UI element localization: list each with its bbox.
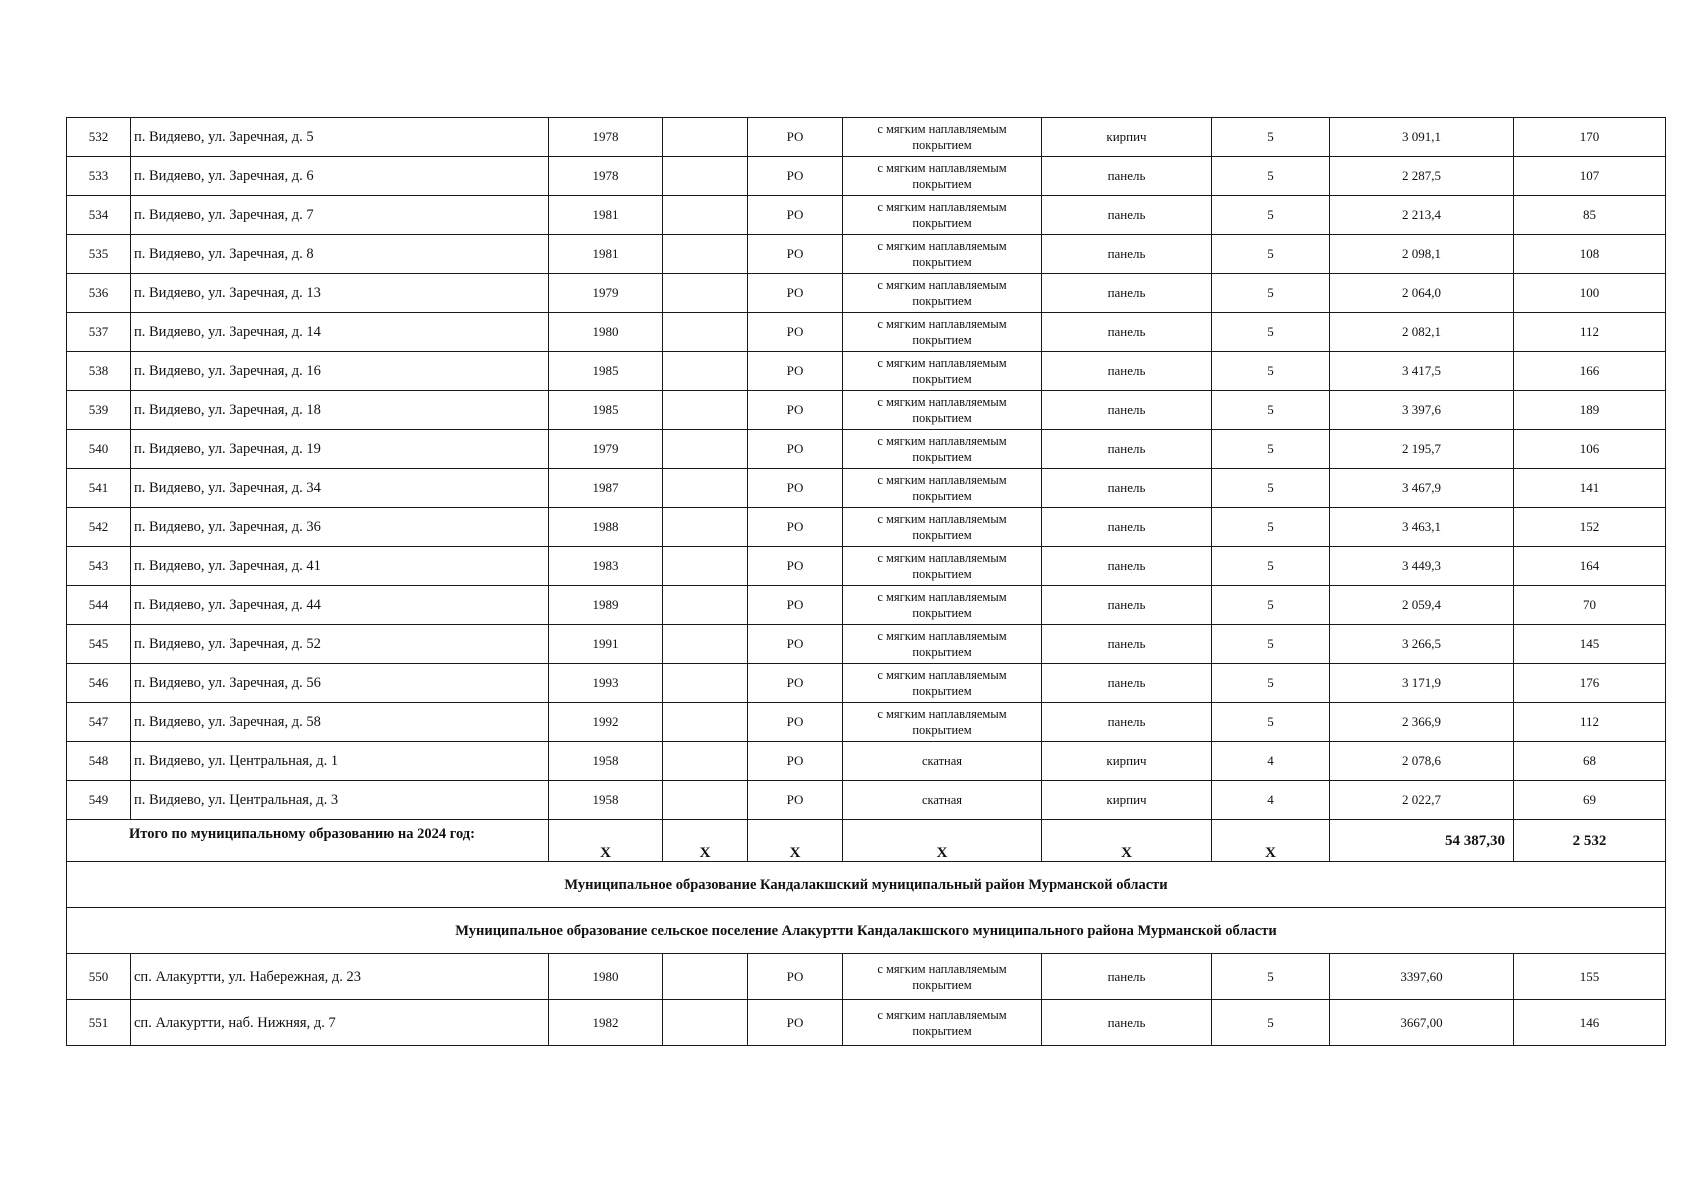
cell-extra [663,118,748,157]
cell-year: 1989 [549,586,663,625]
total-mark-floors: X [1212,820,1330,862]
cell-address: п. Видяево, ул. Заречная, д. 56 [131,664,549,703]
cell-floors: 5 [1212,586,1330,625]
cell-form: РО [748,118,843,157]
cell-area: 3 463,1 [1330,508,1514,547]
total-residents-sum: 2 532 [1514,820,1666,862]
roof-type-line: покрытием [912,177,972,191]
table-row [67,781,1666,820]
cell-form: РО [748,313,843,352]
cell-address: сп. Алакуртти, наб. Нижняя, д. 7 [131,1000,549,1046]
cell-material: панель [1042,235,1212,274]
cell-year: 1981 [549,196,663,235]
cell-year: 1979 [549,274,663,313]
cell-year: 1983 [549,547,663,586]
cell-number: 536 [67,274,131,313]
cell-floors: 5 [1212,430,1330,469]
roof-type-line: покрытием [912,723,972,737]
cell-residents: 112 [1514,703,1666,742]
cell-address: сп. Алакуртти, ул. Набережная, д. 23 [131,954,549,1000]
cell-extra [663,703,748,742]
roof-type-line: с мягким наплавляемым [877,668,1007,682]
cell-extra [663,235,748,274]
table-total [67,820,1666,954]
table-row [67,196,1666,235]
total-mark-year: X [549,820,663,862]
cell-material: панель [1042,664,1212,703]
cell-extra [663,313,748,352]
cell-form: РО [748,703,843,742]
cell-number: 543 [67,547,131,586]
cell-roof [843,118,1042,157]
cell-area: 3 417,5 [1330,352,1514,391]
roof-type-line: покрытием [912,684,972,698]
roof-type-line: с мягким наплавляемым [877,707,1007,721]
cell-extra [663,781,748,820]
roof-type-line: с мягким наплавляемым [877,512,1007,526]
cell-form: РО [748,781,843,820]
cell-material: панель [1042,274,1212,313]
roof-type-line: покрытием [912,977,972,992]
cell-address: п. Видяево, ул. Заречная, д. 18 [131,391,549,430]
cell-address: п. Видяево, ул. Заречная, д. 44 [131,586,549,625]
cell-number: 544 [67,586,131,625]
cell-material: панель [1042,157,1212,196]
cell-roof [843,954,1042,1000]
cell-form: РО [748,625,843,664]
cell-form: РО [748,664,843,703]
cell-form: РО [748,430,843,469]
cell-floors: 5 [1212,1000,1330,1046]
cell-residents: 141 [1514,469,1666,508]
cell-address: п. Видяево, ул. Заречная, д. 36 [131,508,549,547]
cell-material: панель [1042,547,1212,586]
cell-material: панель [1042,1000,1212,1046]
cell-floors: 5 [1212,547,1330,586]
cell-form: РО [748,391,843,430]
cell-area: 3 449,3 [1330,547,1514,586]
cell-floors: 5 [1212,391,1330,430]
cell-area: 3667,00 [1330,1000,1514,1046]
table-row [67,508,1666,547]
cell-year: 1958 [549,742,663,781]
roof-type-line: с мягким наплавляемым [877,356,1007,370]
cell-form: РО [748,352,843,391]
cell-extra [663,742,748,781]
cell-number: 537 [67,313,131,352]
roof-type-line: с мягким наплавляемым [877,473,1007,487]
cell-extra [663,664,748,703]
cell-address: п. Видяево, ул. Заречная, д. 6 [131,157,549,196]
table-row [67,157,1666,196]
cell-area: 2 059,4 [1330,586,1514,625]
cell-residents: 146 [1514,1000,1666,1046]
cell-roof [843,508,1042,547]
cell-roof [843,313,1042,352]
roof-type-line: с мягким наплавляемым [877,122,1007,136]
cell-address: п. Видяево, ул. Центральная, д. 1 [131,742,549,781]
cell-year: 1982 [549,1000,663,1046]
cell-roof [843,235,1042,274]
cell-residents: 100 [1514,274,1666,313]
cell-number: 545 [67,625,131,664]
cell-floors: 5 [1212,703,1330,742]
roof-type-line: покрытием [912,645,972,659]
cell-residents: 176 [1514,664,1666,703]
table-body-alakurtti [67,954,1666,1046]
cell-material: панель [1042,703,1212,742]
cell-residents: 152 [1514,508,1666,547]
cell-area: 3 467,9 [1330,469,1514,508]
cell-address: п. Видяево, ул. Заречная, д. 16 [131,352,549,391]
cell-year: 1993 [549,664,663,703]
roof-type-line: с мягким наплавляемым [877,200,1007,214]
cell-floors: 4 [1212,781,1330,820]
cell-roof [843,1000,1042,1046]
total-mark-extra: X [663,820,748,862]
cell-area: 2 195,7 [1330,430,1514,469]
cell-number: 541 [67,469,131,508]
cell-year: 1992 [549,703,663,742]
roof-type-line: с мягким наплавляемым [877,278,1007,292]
cell-extra [663,954,748,1000]
table-row [67,742,1666,781]
cell-year: 1980 [549,313,663,352]
cell-extra [663,391,748,430]
roof-type-line: покрытием [912,528,972,542]
cell-year: 1958 [549,781,663,820]
roof-type-line: покрытием [912,489,972,503]
cell-residents: 112 [1514,313,1666,352]
cell-floors: 5 [1212,664,1330,703]
cell-form: РО [748,235,843,274]
section-header-row [67,862,1666,908]
cell-form: РО [748,274,843,313]
roof-type-line: покрытием [912,567,972,581]
cell-extra [663,469,748,508]
cell-floors: 5 [1212,313,1330,352]
cell-residents: 106 [1514,430,1666,469]
cell-extra [663,625,748,664]
cell-material: панель [1042,196,1212,235]
cell-extra [663,547,748,586]
total-mark-roof: X [843,820,1042,862]
total-area-sum: 54 387,30 [1330,820,1514,862]
cell-year: 1987 [549,469,663,508]
cell-year: 1978 [549,157,663,196]
cell-roof [843,391,1042,430]
cell-number: 548 [67,742,131,781]
cell-form: РО [748,547,843,586]
cell-number: 538 [67,352,131,391]
cell-roof [843,547,1042,586]
cell-floors: 4 [1212,742,1330,781]
cell-residents: 155 [1514,954,1666,1000]
cell-residents: 68 [1514,742,1666,781]
cell-year: 1979 [549,430,663,469]
table-row [67,954,1666,1000]
cell-material: панель [1042,313,1212,352]
cell-extra [663,1000,748,1046]
cell-material: кирпич [1042,781,1212,820]
table-row [67,313,1666,352]
cell-floors: 5 [1212,352,1330,391]
cell-material: кирпич [1042,118,1212,157]
cell-floors: 5 [1212,625,1330,664]
cell-area: 2 098,1 [1330,235,1514,274]
cell-extra [663,157,748,196]
cell-residents: 70 [1514,586,1666,625]
total-mark-material: X [1042,820,1212,862]
total-row [67,820,1666,862]
cell-number: 551 [67,1000,131,1046]
cell-roof [843,274,1042,313]
cell-floors: 5 [1212,274,1330,313]
cell-year: 1985 [549,352,663,391]
cell-form: РО [748,586,843,625]
cell-year: 1988 [549,508,663,547]
cell-number: 549 [67,781,131,820]
cell-material: панель [1042,954,1212,1000]
cell-form: РО [748,157,843,196]
cell-number: 542 [67,508,131,547]
table-row [67,118,1666,157]
cell-floors: 5 [1212,235,1330,274]
table-row [67,235,1666,274]
table-row [67,547,1666,586]
roof-type-line: покрытием [912,255,972,269]
cell-floors: 5 [1212,157,1330,196]
cell-year: 1981 [549,235,663,274]
roof-type-line: покрытием [912,1023,972,1038]
cell-address: п. Видяево, ул. Заречная, д. 34 [131,469,549,508]
cell-extra [663,274,748,313]
roof-type-line: покрытием [912,294,972,308]
table-row [67,274,1666,313]
cell-area: 3397,60 [1330,954,1514,1000]
cell-residents: 170 [1514,118,1666,157]
roof-type-line: покрытием [912,411,972,425]
cell-form: РО [748,1000,843,1046]
cell-number: 535 [67,235,131,274]
roof-type-line: с мягким наплавляемым [877,239,1007,253]
cell-address: п. Видяево, ул. Заречная, д. 8 [131,235,549,274]
cell-material: панель [1042,469,1212,508]
cell-address: п. Видяево, ул. Заречная, д. 52 [131,625,549,664]
cell-address: п. Видяево, ул. Заречная, д. 7 [131,196,549,235]
roof-type-line: с мягким наплавляемым [877,551,1007,565]
cell-residents: 107 [1514,157,1666,196]
cell-roof [843,664,1042,703]
cell-extra [663,352,748,391]
cell-area: 2 022,7 [1330,781,1514,820]
roof-type-line: с мягким наплавляемым [877,629,1007,643]
cell-roof [843,157,1042,196]
roof-type-line: покрытием [912,216,972,230]
roof-type-line: с мягким наплавляемым [877,1007,1007,1022]
table-row [67,625,1666,664]
table-row [67,586,1666,625]
table-row [67,352,1666,391]
cell-number: 550 [67,954,131,1000]
cell-form: РО [748,954,843,1000]
cell-roof [843,430,1042,469]
cell-number: 547 [67,703,131,742]
cell-number: 540 [67,430,131,469]
cell-extra [663,508,748,547]
cell-form: РО [748,742,843,781]
cell-roof [843,781,1042,820]
roof-type-line: покрытием [912,450,972,464]
cell-area: 3 397,6 [1330,391,1514,430]
cell-residents: 85 [1514,196,1666,235]
cell-address: п. Видяево, ул. Заречная, д. 13 [131,274,549,313]
cell-form: РО [748,508,843,547]
roof-type-line: с мягким наплавляемым [877,317,1007,331]
cell-area: 2 082,1 [1330,313,1514,352]
total-mark-form: X [748,820,843,862]
table-row [67,1000,1666,1046]
cell-extra [663,430,748,469]
cell-roof [843,469,1042,508]
cell-residents: 145 [1514,625,1666,664]
cell-form: РО [748,469,843,508]
roof-type-line: с мягким наплавляемым [877,434,1007,448]
cell-area: 2 366,9 [1330,703,1514,742]
cell-address: п. Видяево, ул. Заречная, д. 58 [131,703,549,742]
roof-type-line: скатная [921,754,963,768]
cell-floors: 5 [1212,469,1330,508]
table-row [67,703,1666,742]
table-row [67,430,1666,469]
total-label: Итого по муниципальному образованию на 2024 год: [67,820,549,862]
cell-floors: 5 [1212,954,1330,1000]
cell-residents: 166 [1514,352,1666,391]
cell-area: 3 266,5 [1330,625,1514,664]
cell-area: 2 287,5 [1330,157,1514,196]
roof-type-line: с мягким наплавляемым [877,590,1007,604]
cell-roof [843,586,1042,625]
cell-material: панель [1042,352,1212,391]
section-header-row [67,908,1666,954]
cell-extra [663,196,748,235]
cell-area: 3 171,9 [1330,664,1514,703]
section-settlement-title: Муниципальное образование сельское поселение Алакуртти Кандалакшского муниципального района Мурманской области [67,908,1666,954]
cell-extra [663,586,748,625]
table-body-vidyaevo [67,118,1666,820]
cell-number: 532 [67,118,131,157]
cell-roof [843,742,1042,781]
cell-address: п. Видяево, ул. Заречная, д. 41 [131,547,549,586]
roof-type-line: покрытием [912,333,972,347]
cell-number: 534 [67,196,131,235]
cell-material: панель [1042,586,1212,625]
cell-floors: 5 [1212,508,1330,547]
cell-number: 533 [67,157,131,196]
roof-type-line: скатная [921,793,963,807]
cell-roof [843,352,1042,391]
roof-type-line: покрытием [912,606,972,620]
roof-type-line: с мягким наплавляемым [877,961,1007,976]
cell-address: п. Видяево, ул. Заречная, д. 14 [131,313,549,352]
cell-year: 1978 [549,118,663,157]
roof-type-line: покрытием [912,138,972,152]
table-row [67,664,1666,703]
roof-type-line: с мягким наплавляемым [877,161,1007,175]
cell-area: 2 064,0 [1330,274,1514,313]
cell-area: 2 078,6 [1330,742,1514,781]
roof-type-line: покрытием [912,372,972,386]
cell-residents: 69 [1514,781,1666,820]
table-row [67,391,1666,430]
cell-residents: 108 [1514,235,1666,274]
cell-floors: 5 [1212,118,1330,157]
cell-residents: 164 [1514,547,1666,586]
cell-material: панель [1042,430,1212,469]
cell-roof [843,625,1042,664]
roof-type-line: с мягким наплавляемым [877,395,1007,409]
cell-year: 1985 [549,391,663,430]
cell-number: 546 [67,664,131,703]
cell-address: п. Видяево, ул. Заречная, д. 19 [131,430,549,469]
cell-number: 539 [67,391,131,430]
cell-year: 1991 [549,625,663,664]
cell-roof [843,703,1042,742]
cell-roof [843,196,1042,235]
cell-address: п. Видяево, ул. Центральная, д. 3 [131,781,549,820]
cell-material: панель [1042,508,1212,547]
cell-material: кирпич [1042,742,1212,781]
table-row [67,469,1666,508]
cell-material: панель [1042,391,1212,430]
cell-year: 1980 [549,954,663,1000]
section-district-title: Муниципальное образование Кандалакшский муниципальный район Мурманской области [67,862,1666,908]
cell-material: панель [1042,625,1212,664]
cell-residents: 189 [1514,391,1666,430]
cell-form: РО [748,196,843,235]
cell-area: 3 091,1 [1330,118,1514,157]
cell-area: 2 213,4 [1330,196,1514,235]
cell-address: п. Видяево, ул. Заречная, д. 5 [131,118,549,157]
cell-floors: 5 [1212,196,1330,235]
housing-registry-table [66,117,1666,1046]
